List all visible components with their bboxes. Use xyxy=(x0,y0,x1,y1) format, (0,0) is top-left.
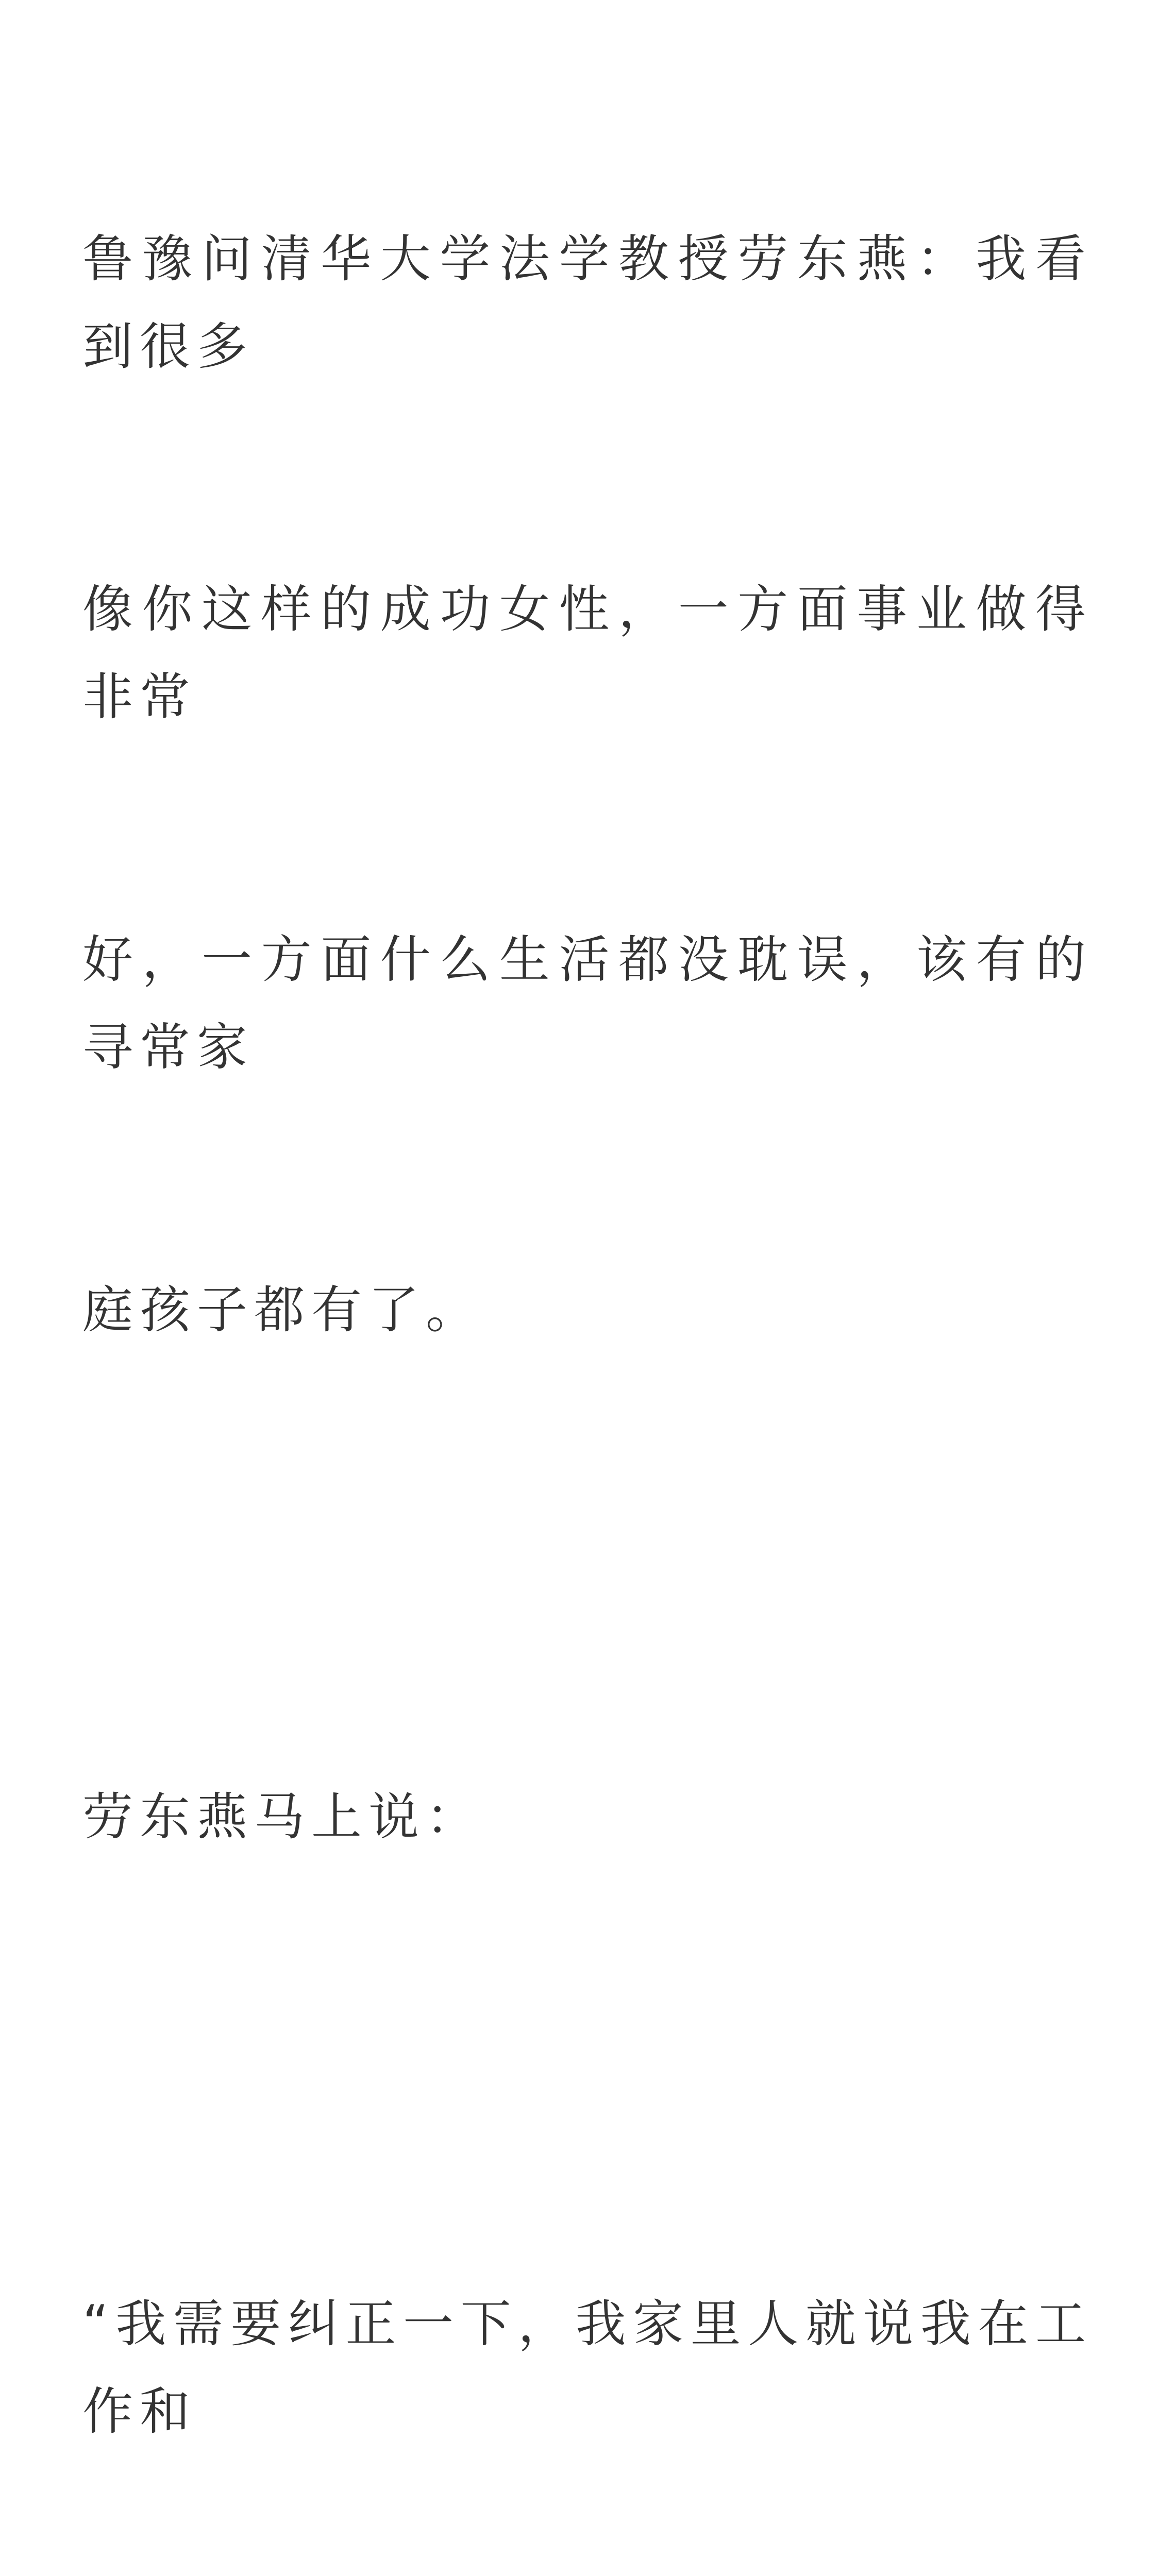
text-line: 好，一方面什么生活都没耽误，该有的寻常家 xyxy=(82,930,1093,1077)
text-line: 像你这样的成功女性，一方面事业做得非常 xyxy=(82,580,1093,726)
article-body xyxy=(82,40,1093,2576)
paragraph-question xyxy=(82,40,1093,1529)
paragraph-intro xyxy=(82,1598,1093,2036)
text-line: 劳东燕马上说： xyxy=(82,1788,483,1846)
paragraph-quote-part1 xyxy=(82,2105,1093,2576)
text-line: “我需要纠正一下，我家里人就说我在工作和 xyxy=(82,2295,1093,2441)
text-line: 鲁豫问清华大学法学教授劳东燕：我看到很多 xyxy=(82,230,1093,376)
text-line: 庭孩子都有了。 xyxy=(82,1281,483,1340)
